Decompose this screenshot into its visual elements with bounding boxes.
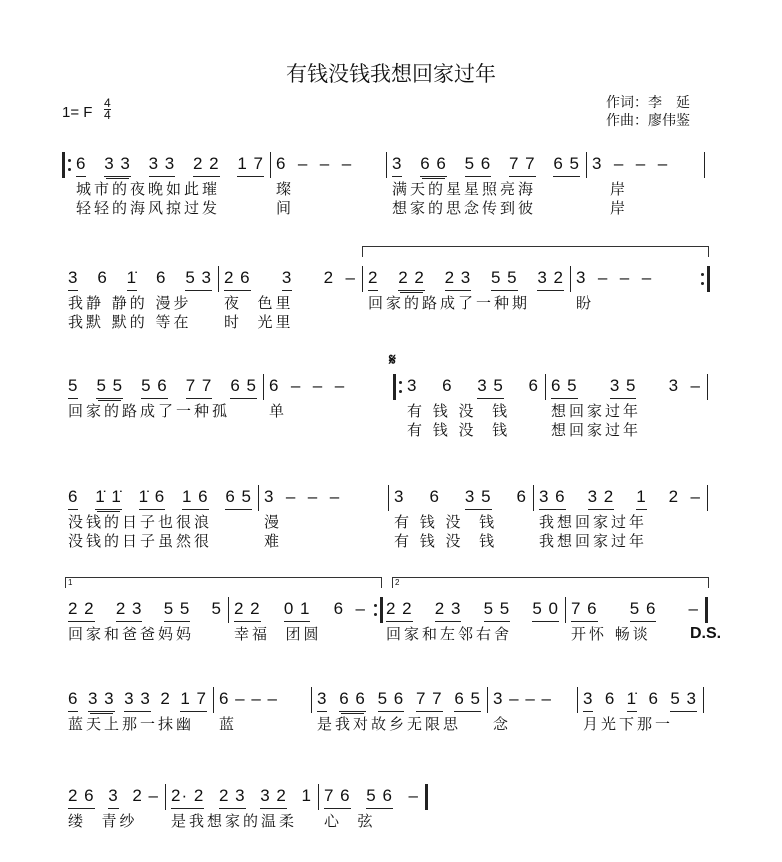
lyric-line: 有 钱 没 钱 — [407, 421, 511, 439]
note-group: 3 6 — [539, 487, 566, 510]
barline — [707, 266, 710, 292]
note-group: 6 — [155, 268, 167, 287]
volta-bracket: 1 — [65, 577, 382, 588]
note-group: 3 — [392, 154, 402, 177]
note-group: 1̇ 6 — [139, 487, 166, 510]
measure — [263, 372, 393, 452]
measure-notes — [324, 786, 419, 809]
lyric-line: 回家的路成了一种孤 — [68, 402, 231, 420]
measure-notes — [234, 599, 366, 622]
lyric-line: 轻轻的海风掠过发 — [76, 199, 221, 217]
measure — [533, 483, 707, 563]
note-group: 2 2 — [193, 154, 220, 177]
note-group: 3 5 — [465, 487, 492, 510]
staff-system — [0, 483, 782, 563]
note-group: 5 3 — [670, 689, 697, 712]
measure — [62, 595, 228, 675]
measure-notes — [68, 786, 159, 809]
note-group: 1̇ — [127, 268, 137, 291]
note-group: 2 2 — [234, 599, 261, 622]
barline — [704, 152, 705, 178]
barline — [705, 597, 708, 623]
note-group: 5 0 — [532, 599, 559, 622]
lyric-line: 蓝天上那一抹幽 — [68, 715, 195, 733]
note-group: 3 – – – — [264, 487, 341, 506]
lyric-line: 单 — [269, 402, 288, 420]
measure-notes — [368, 268, 564, 291]
note-group: 6 — [76, 154, 86, 177]
measure — [565, 595, 705, 675]
lyric-line: 蓝 — [219, 715, 238, 733]
lyric-line: 幸福 团圆 — [234, 625, 322, 643]
lyric-line: 回家和爸爸妈妈 — [68, 625, 195, 643]
lyric-line: 满天的星星照亮海 — [392, 180, 537, 198]
note-group: – — [688, 599, 699, 618]
measure — [570, 264, 707, 344]
measure-notes — [68, 689, 207, 712]
measure — [318, 782, 425, 862]
note-group: 2 2 — [68, 599, 95, 622]
measure-notes — [407, 376, 539, 399]
lyric-line: 夜 色里 — [224, 294, 294, 312]
lyric-line: 没钱的日子虽然很 — [68, 532, 213, 550]
lyric-line: 岸 — [592, 180, 629, 198]
measure-notes — [551, 376, 701, 399]
note-group: 1 7 — [180, 689, 207, 712]
measure — [577, 685, 703, 765]
note-group: 6 — [97, 268, 108, 287]
note-group: 3 — [282, 268, 292, 291]
measure-notes — [571, 599, 699, 622]
lyric-line: 有 钱 没 钱 — [407, 402, 511, 420]
note-group: 6 — [429, 487, 440, 506]
note-group: 1 — [636, 487, 646, 510]
note-group: 6 — [68, 689, 78, 712]
note-group: 6 – — [333, 599, 366, 618]
note-group: 3 — [583, 689, 593, 712]
lyric-line: 有 钱 没 钱 — [394, 513, 498, 531]
note-group: 3 2 — [260, 786, 287, 809]
note-group: 5 3 — [185, 268, 212, 291]
note-group: 3 5 — [477, 376, 504, 399]
note-group: 1 — [301, 786, 312, 805]
lyric-line: 开怀 畅谈 — [571, 625, 651, 643]
note-group: 7 6 — [324, 786, 351, 809]
note-group: 6 — [604, 689, 616, 708]
note-group: 5 6 — [141, 376, 168, 399]
note-group: 6 — [516, 487, 527, 506]
staff-system — [0, 264, 782, 344]
measure — [386, 150, 586, 230]
lyric-line: 难 — [264, 532, 283, 550]
note-group: 6 5 — [553, 154, 580, 177]
note-group: 3 3 — [124, 689, 151, 712]
measure — [228, 595, 380, 675]
note-group: 2 3 — [116, 599, 143, 622]
barline — [707, 374, 708, 400]
measure-notes — [264, 487, 382, 509]
lyric-line: 盼 — [576, 294, 595, 312]
note-group: 1 6 — [182, 487, 209, 510]
lyric-line: 我默 默的 等在 — [68, 313, 192, 331]
note-group: 5 6 — [366, 786, 393, 809]
note-group: 1̇ 1̇ — [95, 487, 122, 510]
note-group: 1̇ — [627, 689, 637, 712]
note-group: 3 – — [668, 376, 701, 395]
lyric-line: 我想回家过年 — [539, 513, 648, 531]
composer-credit: 作曲：廖伟鉴 — [606, 113, 690, 129]
note-group: 5 5 — [164, 599, 191, 622]
lyric-line: 没钱的日子也很浪 — [68, 513, 213, 531]
measure-notes — [493, 689, 571, 711]
measure — [487, 685, 577, 765]
note-group: 2 2 — [398, 268, 425, 291]
note-group: 3 3 — [88, 689, 115, 712]
measure — [62, 150, 270, 230]
note-group: 5 6 — [630, 599, 657, 622]
measure — [62, 372, 263, 452]
measure-notes — [539, 487, 701, 510]
note-group: 3 — [108, 786, 118, 809]
barline — [707, 485, 708, 511]
measure — [270, 150, 386, 230]
note-group: 5 6 — [378, 689, 405, 712]
volta-bracket: 2 — [392, 577, 709, 588]
measure-notes — [224, 268, 356, 291]
measure-notes — [276, 154, 380, 176]
note-group: 5 5 — [491, 268, 518, 291]
note-group: 6 6 — [420, 154, 447, 177]
lyric-line: 我想回家过年 — [539, 532, 648, 550]
measure-notes — [68, 268, 212, 291]
lyric-line: 月光下那一 — [583, 715, 674, 733]
volta-bracket — [362, 246, 709, 257]
measure — [62, 483, 258, 563]
note-group: 6 5 — [551, 376, 578, 399]
time-signature-bottom: 4 — [104, 108, 111, 122]
note-group: 3 3 — [104, 154, 131, 177]
note-group: 5 6 — [465, 154, 492, 177]
key-signature: 1= F — [62, 104, 93, 121]
note-group: 3 — [407, 376, 418, 395]
note-group: 6 – – – — [269, 376, 346, 395]
measure — [62, 264, 218, 344]
measure-notes — [68, 376, 257, 399]
measure-notes — [392, 154, 580, 177]
measure — [218, 264, 362, 344]
note-group: 3 — [394, 487, 405, 506]
measure — [393, 372, 545, 452]
measure — [586, 150, 704, 230]
staff-system — [0, 150, 782, 230]
lyric-line: 漫 — [264, 513, 283, 531]
measure-notes — [219, 689, 305, 711]
lyric-line: 城市的夜晚如此璀 — [76, 180, 221, 198]
measure — [213, 685, 311, 765]
measure — [362, 264, 570, 344]
lyric-line: 有 钱 没 钱 — [394, 532, 498, 550]
measure-notes — [386, 599, 559, 622]
lyric-line: 岸 — [592, 199, 629, 217]
note-group: 3 3 — [149, 154, 176, 177]
staff-system — [0, 352, 782, 452]
measure — [380, 595, 565, 675]
note-group: 6 – – – — [219, 689, 278, 708]
lyricist-credit: 作词：李 延 — [606, 95, 690, 111]
note-group: 6 — [528, 376, 539, 395]
note-group: – — [408, 786, 419, 805]
note-group: 6 — [68, 487, 78, 510]
time-signature-top: 4 — [104, 96, 111, 110]
note-group: 7 7 — [416, 689, 443, 712]
measure — [165, 782, 318, 862]
note-group: 5 — [211, 599, 222, 618]
note-group: 5 5 — [484, 599, 511, 622]
measure — [545, 372, 707, 452]
note-group: 7 6 — [571, 599, 598, 622]
lyric-line: 我静 静的 漫步 — [68, 294, 192, 312]
lyric-line: 时 光里 — [224, 313, 294, 331]
barline — [425, 784, 428, 810]
measure — [388, 483, 533, 563]
measure-notes — [68, 487, 252, 510]
measure — [311, 685, 487, 765]
note-group: 3 — [68, 268, 78, 291]
note-group: 2 3 — [445, 268, 472, 291]
note-group: 2 — [160, 689, 171, 708]
note-group: 3 – – – — [592, 154, 669, 173]
note-group: 2 6 — [224, 268, 251, 291]
staff-system — [0, 578, 782, 675]
lyric-line: 璨 — [276, 180, 295, 198]
measure-notes — [317, 689, 481, 712]
measure — [258, 483, 388, 563]
note-group: 3 — [317, 689, 327, 712]
note-group: 2 2 — [386, 599, 413, 622]
note-group: 6 — [648, 689, 659, 708]
lyric-line: 想回家过年 — [551, 402, 642, 420]
measure-notes — [171, 786, 312, 809]
note-group: 2 6 — [68, 786, 95, 809]
note-group: 3 – – – — [493, 689, 552, 708]
note-group: 2· 2 — [171, 786, 204, 809]
note-group: 2 — [368, 268, 378, 291]
note-group: 3 5 — [610, 376, 637, 399]
note-group: 5 5 — [96, 376, 123, 399]
lyric-line: 想回家过年 — [551, 421, 642, 439]
note-group: 5 — [68, 376, 78, 399]
measure-notes — [76, 154, 264, 177]
note-group: 6 5 — [225, 487, 252, 510]
dal-segno-marking: D.S. — [690, 625, 722, 642]
lyric-line: 回家和左邻右舍 — [386, 625, 513, 643]
note-group: 1 7 — [237, 154, 264, 177]
measure — [62, 782, 165, 862]
lyric-line: 想家的思念传到彼 — [392, 199, 537, 217]
note-group: 2 3 — [435, 599, 462, 622]
measure-notes — [394, 487, 527, 510]
staff-system — [0, 782, 782, 862]
lyric-line: 是我对故乡无限思 — [317, 715, 462, 733]
lyric-line: 心 弦 — [324, 812, 376, 830]
measure — [62, 685, 213, 765]
lyric-line: 回家的路成了一种期 — [368, 294, 531, 312]
note-group: 0 1 — [284, 599, 311, 622]
note-group: 6 6 — [339, 689, 366, 712]
note-group: 2 3 — [219, 786, 246, 809]
lyric-line: 缕 青纱 — [68, 812, 138, 830]
song-title: 有钱没钱我想回家过年 — [286, 62, 496, 86]
measure-notes — [68, 599, 222, 622]
note-group: 6 — [442, 376, 453, 395]
measure-notes — [592, 154, 698, 176]
note-group: 6 – – – — [276, 154, 353, 173]
barline — [703, 687, 704, 713]
lyric-line: 是我想家的温柔 — [171, 812, 298, 830]
lyric-line: 间 — [276, 199, 295, 217]
note-group: 3 – – – — [576, 268, 653, 287]
note-group: 2 – — [668, 487, 701, 506]
note-group: 3 2 — [537, 268, 564, 291]
measure-notes — [576, 268, 693, 290]
note-group: 2 – — [132, 786, 159, 805]
segno-sign: 𝄋 — [389, 352, 396, 369]
note-group: 7 7 — [186, 376, 213, 399]
note-group: 2 – — [323, 268, 356, 287]
measure-notes — [269, 376, 387, 398]
note-group: 6 5 — [230, 376, 257, 399]
lyric-line: 念 — [493, 715, 512, 733]
note-group: 7 7 — [509, 154, 536, 177]
staff-system — [0, 685, 782, 765]
note-group: 3 2 — [588, 487, 615, 510]
measure-notes — [583, 689, 697, 712]
note-group: 6 5 — [454, 689, 481, 712]
time-signature — [104, 98, 111, 121]
